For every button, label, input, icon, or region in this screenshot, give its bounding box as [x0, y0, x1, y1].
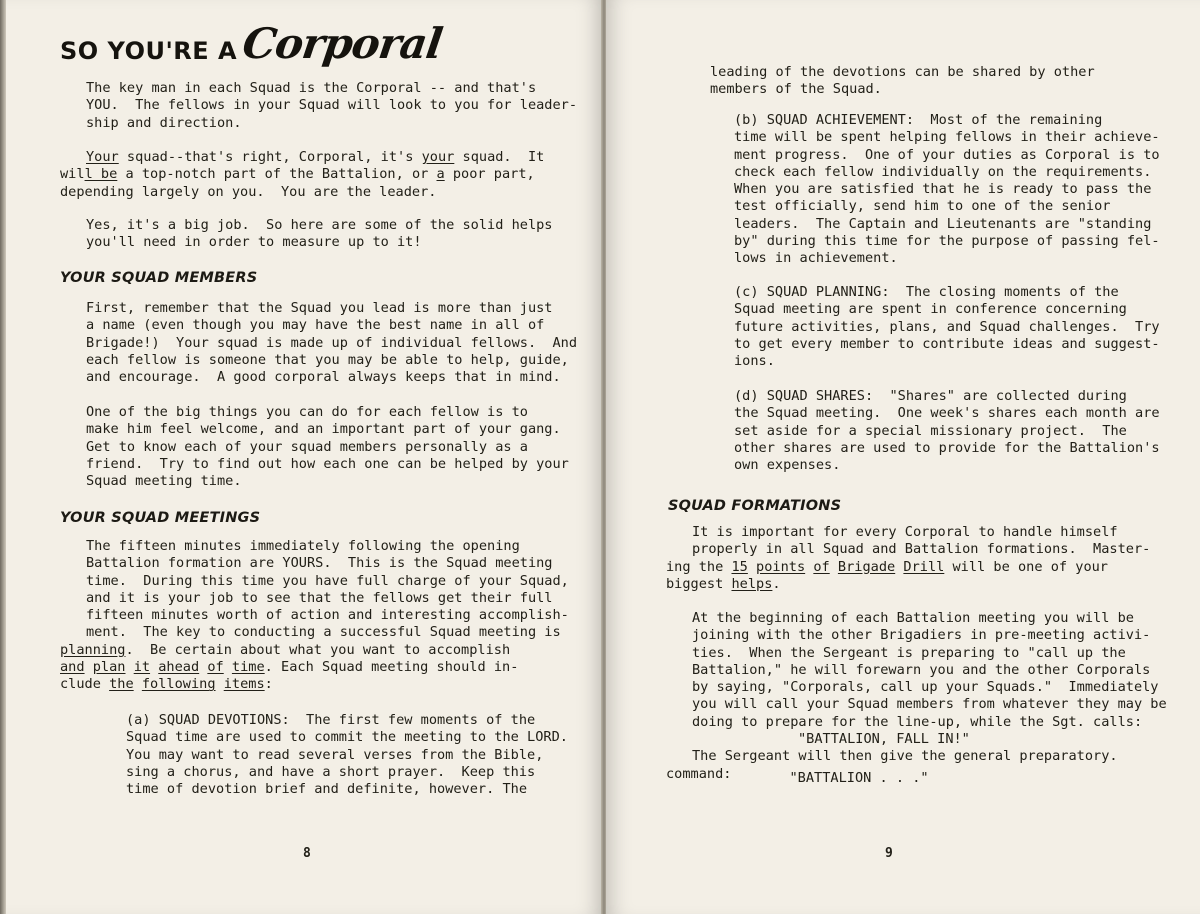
space	[126, 659, 134, 675]
space	[216, 676, 224, 692]
underlined-be: l be	[84, 166, 118, 183]
formations-text-7: command:	[666, 765, 732, 782]
underlined-helps: helps	[731, 575, 773, 592]
intro-text-2a: squad--that's right, Corporal, it's	[118, 149, 422, 165]
devotions-continued	[710, 64, 1095, 99]
underlined-plan: plan	[92, 659, 126, 676]
space	[85, 659, 93, 675]
achievement-text: (b) SQUAD ACHIEVEMENT: Most of the remaining time will be spent helping fellows in their achieve- ment progress. One of your duties as Corporal is to check each fellow individually on the requirements. When you are satisfied that he is ready to pass the test officially, send him to one of the senior leaders. The Captain and Lieutenants are "standing by" during this time for the purpose of passing fel- lows in achievement.	[734, 112, 1160, 267]
members-paragraph-1	[60, 300, 577, 386]
underlined-of: of	[813, 558, 830, 575]
devotions-continued-text: leading of the devotions can be shared by other members of the Squad.	[710, 64, 1095, 98]
page-number-left: 8	[303, 846, 311, 861]
underlined-drill: Drill	[903, 558, 945, 575]
intro-text-2f: depending largely on you. You are the leader.	[60, 183, 437, 200]
devotions-item	[90, 712, 568, 798]
members-paragraph-2	[60, 404, 569, 490]
title-script-word: Corporal	[239, 19, 445, 68]
formations-period: .	[772, 575, 781, 592]
underlined-a: a	[436, 166, 445, 183]
underlined-your-2: your	[421, 149, 455, 165]
underlined-of: of	[207, 659, 224, 676]
underlined-the: the	[109, 676, 134, 693]
meetings-text-4: clude	[60, 676, 110, 693]
underlined-it: it	[133, 659, 151, 676]
formations-paragraph-1	[666, 524, 1150, 593]
page-number-right: 9	[885, 846, 893, 861]
underlined-following: following	[141, 676, 216, 693]
formations-text-6: The Sergeant will then give the general preparatory.	[692, 748, 1118, 765]
intro-text-2b: squad. It	[454, 149, 545, 165]
intro-text-2c: wil	[60, 166, 85, 183]
formations-text-4: biggest	[666, 575, 732, 592]
space	[134, 676, 142, 692]
space	[224, 659, 232, 675]
meetings-colon: :	[264, 676, 273, 693]
intro-text-1: The key man in each Squad is the Corporal -- and that's YOU. The fellows in your Squad will look to you for leader- ship and direction.	[86, 80, 578, 131]
meetings-text-2: . Be certain about what you want to accomplish	[125, 641, 511, 658]
heading-squad-formations: SQUAD FORMATIONS	[668, 498, 842, 514]
underlined-brigade: Brigade	[837, 558, 896, 575]
intro-paragraph-3	[60, 217, 553, 252]
shares-text: (d) SQUAD SHARES: "Shares" are collected during the Squad meeting. One week's shares each month are set aside for a special missionary project. The other shares are used to provide for the Battalion's own expenses.	[734, 388, 1160, 474]
heading-squad-members: YOUR SQUAD MEMBERS	[60, 270, 258, 286]
underlined-your: Your	[86, 149, 119, 165]
members-text-2: One of the big things you can do for each fellow is to make him feel welcome, and an important part of your gang. Get to know each of your squad members personally as a friend. Try to find out how each one can be helped by your Squad meeting time.	[86, 404, 569, 490]
formations-paragraph-2	[666, 610, 1167, 786]
command-battalion: "BATTALION . . ."	[789, 769, 929, 786]
formations-text-3: will be one of your	[944, 558, 1108, 575]
meetings-paragraph	[60, 538, 569, 694]
planning-item	[710, 284, 1160, 370]
meetings-text-3: . Each Squad meeting should in-	[264, 659, 519, 676]
space	[748, 559, 756, 575]
members-text-1: First, remember that the Squad you lead is more than just a name (even though you may have the best name in all of Brigade!) Your squad is made up of individual fellows. And each fellow is someone that you may be able to help, guide, and encourage. A good corporal always keeps that in mind.	[86, 300, 578, 386]
heading-squad-meetings: YOUR SQUAD MEETINGS	[60, 510, 261, 526]
underlined-time: time	[231, 659, 265, 676]
formations-text-1: It is important for every Corporal to handle himself properly in all Squad and Battalion formations. Master-	[692, 524, 1151, 558]
meetings-text-1: The fifteen minutes immediately following the opening Battalion formation are YOURS. This is the Squad meeting time. During this time you have full charge of your Squad, and it is your job to see that the fellows get their full fifteen minutes worth of action and interesting accomplish- ment. The key to conducting a successful Squad meeting is	[86, 538, 569, 641]
page-edge	[0, 0, 6, 914]
command-fall-in: "BATTALION, FALL IN!"	[798, 731, 970, 748]
intro-paragraph-1	[86, 80, 577, 132]
intro-text-2e: poor part,	[444, 166, 535, 183]
formations-text-2: ing the	[666, 558, 732, 575]
intro-paragraph-2	[60, 149, 544, 201]
intro-text-2d: a top-notch part of the Battalion, or	[117, 166, 437, 183]
underlined-points: points	[756, 558, 806, 575]
underlined-planning: planning	[60, 641, 126, 658]
formations-text-5: At the beginning of each Battalion meeting you will be joining with the other Brigadiers in pre-meeting activi- ties. When the Sergeant is preparing to "call up the Battalion," he will forewarn you and the other Corporals by saying, "Corporals, call up your Squads." Immediately you will call your Squad members from whatever they may be doing to prepare for the line-up, while the Sgt. calls:	[692, 610, 1167, 730]
underlined-and: and	[60, 659, 85, 676]
planning-text: (c) SQUAD PLANNING: The closing moments of the Squad meeting are spent in conference concerning future activities, plans, and Squad challenges. Try to get every member to contribute ideas and suggest- ions.	[734, 284, 1160, 370]
shares-item	[710, 388, 1160, 474]
page-title	[60, 19, 445, 68]
devotions-text: (a) SQUAD DEVOTIONS: The first few moments of the Squad time are used to commit the meeting to the LORD. You may want to read several verses from the Bible, sing a chorus, and have a short prayer. Keep this time of devotion brief and definite, however. The	[126, 712, 568, 798]
underlined-items: items	[223, 676, 265, 693]
right-page	[606, 0, 1200, 914]
underlined-ahead: ahead	[158, 659, 200, 676]
achievement-item	[710, 112, 1160, 268]
intro-text-3: Yes, it's a big job. So here are some of the solid helps you'll need in order to measure up to it!	[86, 217, 553, 251]
underlined-15: 15	[731, 558, 748, 575]
title-prefix: SO YOU'RE A	[60, 37, 238, 65]
space	[830, 559, 838, 575]
